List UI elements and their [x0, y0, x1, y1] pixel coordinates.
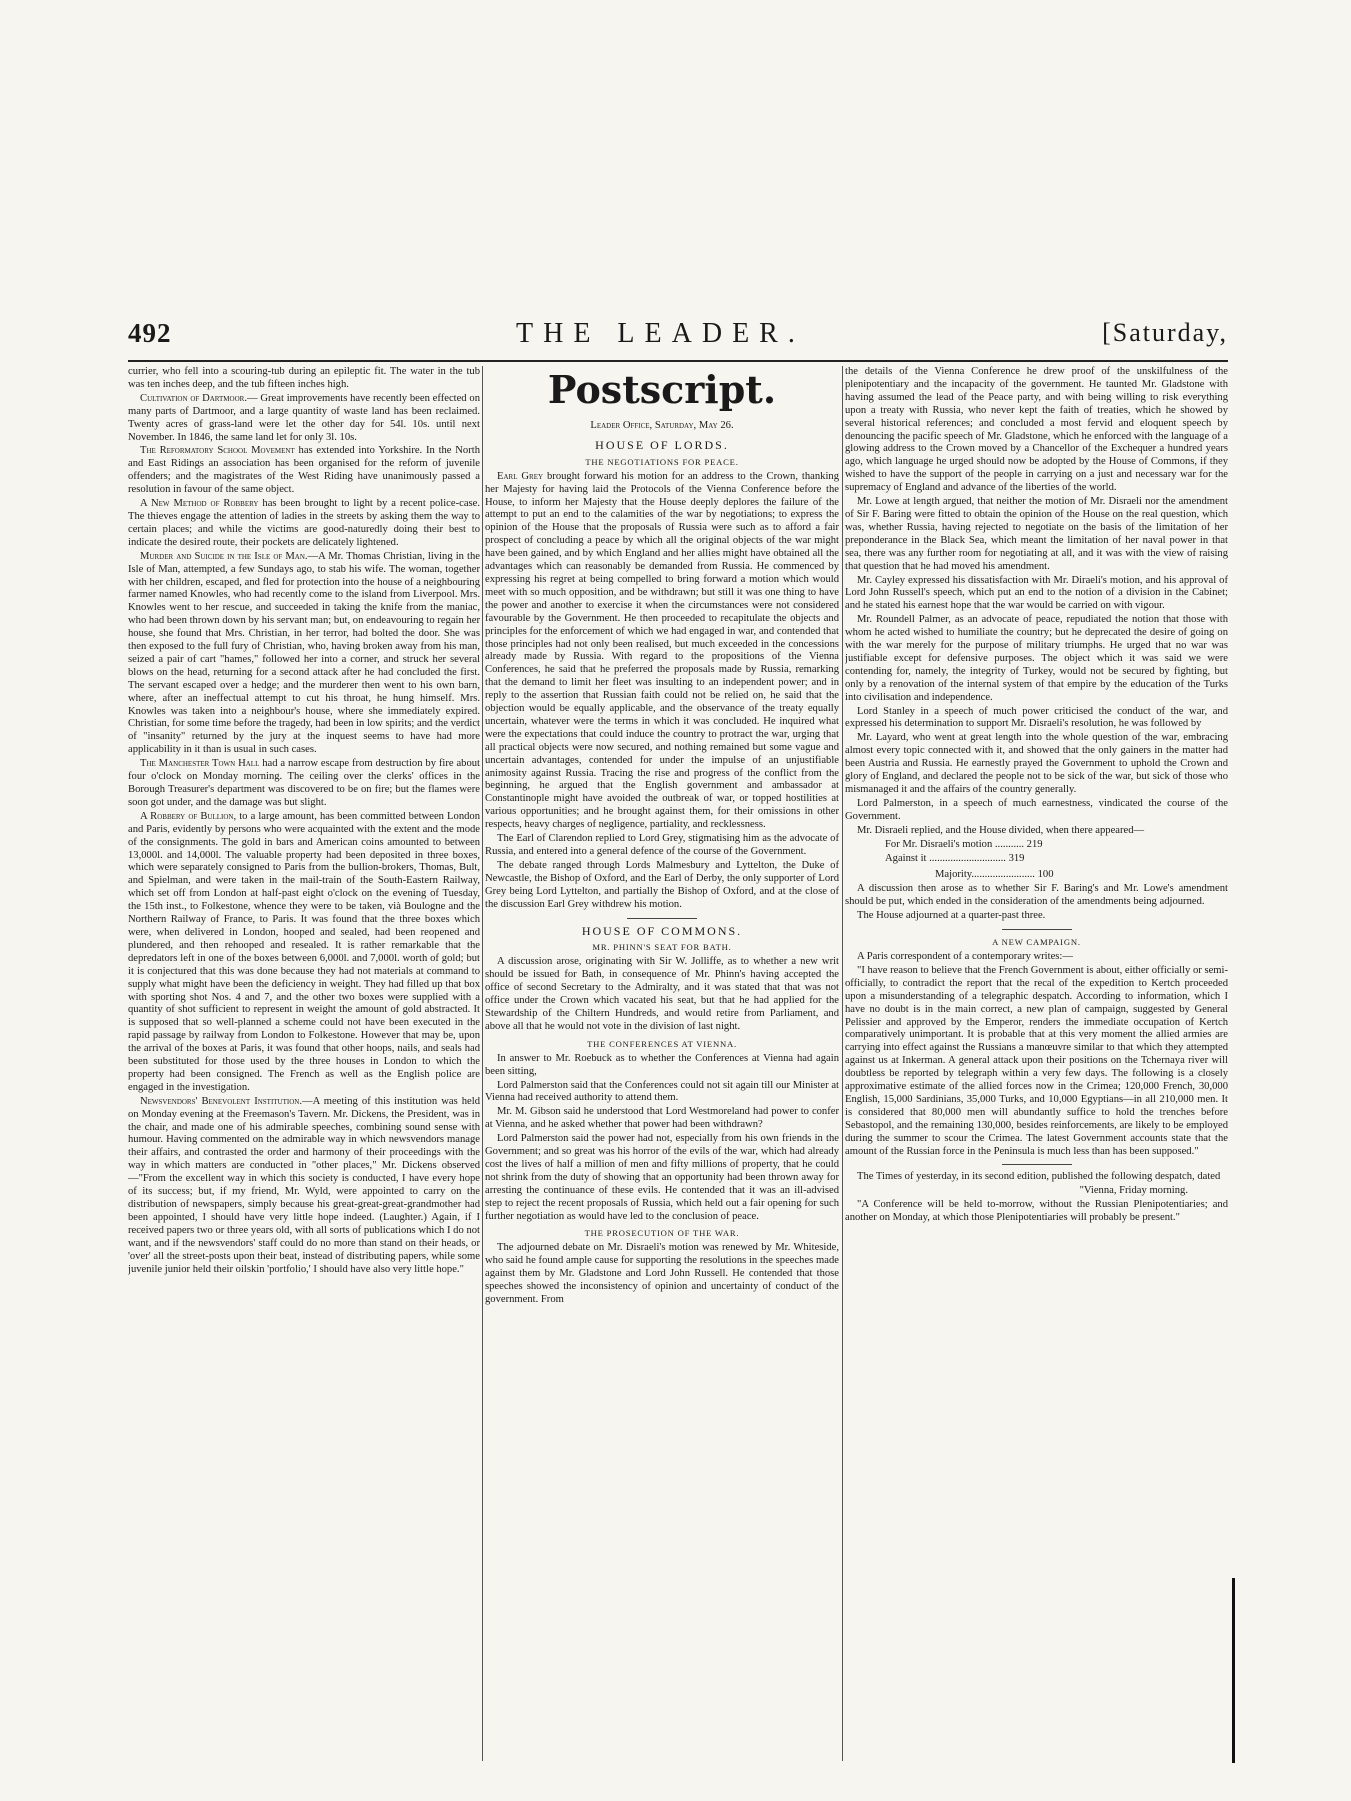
section-heading-lords: HOUSE OF LORDS. — [595, 437, 729, 452]
dateline: Leader Office, Saturday, May 26. — [590, 420, 734, 431]
section-rule — [1002, 929, 1072, 930]
article-body: has extended into Yorkshire. In the North and East Ridings an association has been organised for the reform of juvenile offenders; and the magistrates of the West Riding have unanimously passed a resolution in favour of the same object. — [128, 445, 480, 496]
campaign-quote: "I have reason to believe that the French Government is about, either officially or semi-officially, to contradict the report that the recal of the expedition to Kertch proceeded upon a misunderstanding of a telegraphic despatch. According to information, which I have no doubt is in the main correct, a new plan of campaign, suggested by General Pelissier and approved by the Emperor, renders the immediate occupation of Kertch comparatively unimportant. It is probable that at this very moment the allied armies are carrying into effect against the Russians a manœuvre similar to that which they attempted against us at Inkerman. A general attack upon their positions on the Tchernaya river will doubtless be reported by telegraph within a very few days. The following is a closely approximative estimate of the allied forces now in the Crimea; 120,000 French, 30,000 English, 15,000 Sardinians, 35,000 Turks, and 10,000 Egyptians—in all 210,000 men. It is considered that 80,000 men will abundantly suffice to hold the trenches before Sebastopol, and the remaining 130,000, besides reinforcements, are likely to be employed during the summer to scour the Crimea. The latest Government accounts state that the amount of the Russian force in the Peninsula is much less than has been supposed." — [845, 964, 1228, 1157]
article-body: —A meeting of this institution was held on Monday evening at the Freemason's Tavern. Mr. Dickens, the President, was in the chair, and made one of his admirable speeches, combining sound sense with humour. Having commented on the admirable way in which newsvendors manage their affairs, and contrasted the order and harmony of their proceedings with the way in which matters are conducted in "other places," Mr. Dickens observed—"From the excellent way in which this society is conducted, I have every hope of its success; but, if my friend, Mr. Wyld, were appointed to carry on the distribution of newspapers, simply because his great-great-great-grandmother had been appointed, I should have very little hope indeed. (Laughter.) Again, if I received papers two or three years old, with all sorts of publications which I do not want, and if the newsvendors' staff could do no more than stand on their heads, or 'over' all the street-posts upon their beat, instead of distributing papers, while some juvenile junior held their oilskin 'portfolio,' I should have also very little hope." — [128, 1095, 480, 1275]
article-body: — Great improvements have recently been effected on many parts of Dartmoor, and a large quantity of waste land has been reclaimed. Twenty acres of grass-land were let the other day for 54l. 10s. until next November. In 1846, the same land let for only 3l. 10s. — [128, 392, 480, 443]
times-paragraph: The Times of yesterday, in its second edition, published the following despatch, dated — [857, 1171, 1221, 1183]
section-heading-commons: HOUSE OF COMMONS. — [581, 923, 743, 938]
debate-paragraph: A discussion then arose as to whether Sir F. Baring's and Mr. Lowe's amendment should be put, which ended in the consideration of the amendments being adjourned. — [845, 883, 1228, 908]
article-heading: Cultivation of Dartmoor. — [140, 392, 247, 404]
article-heading: The Manchester Town Hall — [140, 758, 260, 770]
section-rule — [627, 918, 697, 919]
margin-bar — [1232, 1578, 1235, 1763]
vote-majority: Majority........................ 100 — [935, 869, 1054, 881]
article-robbery-bullion — [128, 811, 480, 1095]
debate-paragraph: Mr. Cayley expressed his dissatisfaction with Mr. Diraeli's motion, and his approval of Lord John Russell's speech, which put an end to the notion of a division in the Cabinet; and he stated his earnest hope that the war would be carried on with vigour. — [845, 574, 1228, 612]
newspaper-title: THE LEADER. — [516, 318, 805, 349]
commons-paragraph: In answer to Mr. Roebuck as to whether the Conferences at Vienna had again been sitting, — [485, 1052, 839, 1077]
debate-paragraph: The House adjourned at a quarter-past three. — [857, 910, 1046, 922]
debate-paragraph: the details of the Vienna Conference he drew proof of the unskilfulness of the plenipotentiary and the incapacity of the government. He taunted Mr. Gladstone with having assumed the lead of the Peace party, and with being willing to risk everything upon a treaty with Russia, who never kept the faith of treaties, which he showed by several historical references; and concluded a most fervid and eloquent speech by denouncing the pacific speech of Mr. Gladstone, which he enforced with the language of a glowing address to the Crown moved by a Chancellor of the Exchequer a hundred years ago, which language he urged should now be adopted by the House of Commons, if they wished to have the support of the people in carrying on a just and necessary war for the supremacy of England and advance of the liberties of the world. — [845, 366, 1228, 494]
article-paragraph: currier, who fell into a scouring-tub during an epileptic fit. The water in the tub was ten inches deep, and the tub fifteen inches high. — [128, 366, 480, 390]
article-murder-suicide — [128, 551, 480, 758]
article-heading: A Robbery of Bullion, — [140, 810, 237, 822]
commons-paragraph: A discussion arose, originating with Sir W. Jolliffe, as to whether a new writ should be issued for Bath, in consequence of Mr. Phinn's having accepted the office of second Secretary to the Admiralty, and it was stated that that was not office under the Crown which vacated his seat, but that he had applied for the Stewardship of the Chiltern Hundreds, and would retire from Parliament, and above all that he would not vote in the division of last night. — [485, 956, 839, 1032]
article-manchester-town-hall — [128, 758, 480, 810]
article-cultivation-dartmoor — [128, 393, 480, 445]
debate-paragraph: Mr. Layard, who went at great length into the whole question of the war, embracing almost every topic connected with it, and showed that the only gainers in the matter had been Austria and Russia. He earnestly prayed the Government to uphold the Crown and glory of England, and declared the people not to be sick of the war, but sick of those who mismanaged it and the affairs of the country generally. — [845, 732, 1228, 795]
article-body: to a large amount, has been committed between London and Paris, evidently by persons who were acquainted with the extent and the mode of the consignments. The gold in bars and American coins amounted to between 13,000l. and 14,000l. The valuable property had been deposited in three boxes, which were separately consigned to Paris from the bullion-brokers, Thomas, Bult, and Spielman, and were taken in the mail-train of the South-Eastern Railway, which set off from London at half-past eight o'clock on the evening of Tuesday, the 15th inst., to Folkestone, whence they were to be taken, vià Boulogne and the Northern Railway of France, to Paris. It was found that the three boxes which were, when delivered in London, hooped and sealed, had been reopened and plundered, and then rehooped and resealed. It is rather remarkable that the depredators left in one of the boxes between 6,000l. and 7,000l. worth of gold; but it is conjectured that this was done because they had not materials at command to supply what might have been the deficiency in weight. They had filled up that box with sporting shot Nos. 4 and 7, and the other two boxes were supplied with a quantity of shot sufficient to represent in weight the amount of gold abstracted. It is supposed that so well-planned a scheme could not have been executed in the rapid passage by railway from London to Folkestone. However that may be, upon the arrival of the boxes at Paris, it was found that other hoops, nails, and seals had been substituted for those used by the three houses in London to which the property had been consigned. The French as well as the English police are engaged in the investigation. — [128, 810, 480, 1093]
article-new-method-robbery — [128, 498, 480, 550]
debate-paragraph: Mr. Disraeli replied, and the House divided, when there appeared— — [857, 824, 1145, 836]
article-newsvendors — [128, 1096, 480, 1277]
article-body: brought forward his motion for an address to the Crown, thanking her Majesty for having laid the Protocols of the Vienna Conference before the House, to inform her Majesty that the House deeply deplores the failure of the attempt to put an end to the calamities of the war by negotiations; to express the opinion of the House that the proposals of Russia were such as to afford a fair prospect of concluding a peace by which all the original objects of the war might have been gained, and by which England and her allies might have obtained all the advantages which can reasonably be demanded from Russia. He commenced by expressing his regret at being compelled to bring forward a motion which would meet with so much opposition, and be withdrawn; but still it was one thing to have the power and another to exercise it when the circumstances were not considered favourable by the Government. He then proceeded to recapitulate the objects and principles for the enforcement of which we had engaged in war, and contended that those principles had not only been realised, but much exceeded in the concessions already made by Russia. With regard to the propositions of the Vienna Conferences, he said that he preferred the proposals made by Russia, remarking that the demand to limit her fleet was insulting to an independent power; and in reply to the assertion that Russian faith could not be relied on, he said that the objection would be equally applicable, and the observance of the treaty equally uncertain, whatever were the terms in which it was concluded. He inquired what were the expectations that could induce the country to protract the war, urging that all practical objects were now secured, and nothing remained but some vague and uncertain advantages, contended for under the impulse of an unjustifiable animosity against Russia. Tracing the rise and progress of the conflict from the beginning, he argued that the English government and ambassador at Constantinople might have avoided the outbreak of war, or topped hostilities at various opportunities; and he brought against them, for their omissions in other respects, heavy charges of negligence, partiality, and recklessness. — [485, 470, 839, 831]
postscript-heading: Postscript. — [547, 367, 777, 412]
lords-paragraph: The Earl of Clarendon replied to Lord Grey, stigmatising him as the advocate of Russia, and entered into a general defence of the course of the Government. — [485, 833, 839, 857]
debate-paragraph: Lord Stanley in a speech of much power criticised the conduct of the war, and expressed his determination to support Mr. Disraeli's resolution, he was followed by — [845, 705, 1228, 730]
article-body: —A Mr. Thomas Christian, living in the Isle of Man, attempted, a few Sundays ago, to stab his wife. The woman, together with her children, escaped, and fled for protection into the house of a neighbouring farmer named Knowles, who had recently come to the island from Liverpool. Mrs. Knowles went to her rescue, and succeeded in taking the knife from the maniac, who had been thrown down by his servant man; but, on endeavouring to regain her house, she found that Mrs. Christian, in her terror, had bolted the door. She was then exposed to the full fury of Christian, who, having broken away from his man, seized a pair of cart "hames," followed her into a corner, and struck her several blows on the head, returning for a second attack after he had concluded the first. The servant escaped over a hedge; and the murderer then went to his own barn, where, after an ineffectual attempt to cut his throat, he hung himself. Mrs. Knowles was taken into a neighbour's house, where she immediately expired. Christian, for some time before the tragedy, had been in low spirits; and the verdict of "insanity" returned by the jury at the inquest seems to have had more applicability in it than is usual in such cases. — [128, 550, 480, 756]
header-rule — [128, 360, 1228, 362]
debate-paragraph: Mr. Roundell Palmer, as an advocate of peace, repudiated the notion that those with whom he acted wished to humiliate the country; but he deprecated the desire of going on with the war merely for the purpose of military triumphs. He urged that no war was justifiable except for defensive purposes. The object which it was said we were contending for, namely, the integrity of Turkey, would not be secured by fighting, but only by a renovation of the internal system of that empire by the education of the Turks into civilisation and independence. — [845, 614, 1228, 703]
despatch-text: "A Conference will be held to-morrow, without the Russian Plenipotentiaries; and another on Monday, at which those Plenipotentiaries will probably be present." — [845, 1199, 1228, 1224]
article-heading: Newsvendors' Benevolent Institution. — [140, 1095, 302, 1107]
column-divider — [842, 366, 843, 1761]
commons-paragraph: Lord Palmerston said the power had not, especially from his own friends in the Government; and so great was his horror of the evils of the war, which had already cost the lives of half a million of men and fifty millions of property, that he could not shrink from the duty of showing that an opportunity had been thrown away for arresting the continuance of these evils. He contended that it was an ill-advised step to reject the recent proposals of Russia, which held out a fair opening for such further negotiation as would have led to the conclusion of peace. — [485, 1133, 839, 1222]
day-label: [Saturday, — [1102, 318, 1228, 347]
despatch-dateline: "Vienna, Friday morning. — [1079, 1185, 1188, 1197]
vote-line-against: Against it ............................. 319 — [885, 852, 1025, 864]
commons-paragraph: Lord Palmerston said that the Conferences could not sit again till our Minister at Vienna had received authority to attend them. — [485, 1079, 839, 1104]
column-left — [128, 366, 480, 1761]
lords-paragraph: The debate ranged through Lords Malmesbury and Lyttelton, the Duke of Newcastle, the Bishop of Oxford, and the Earl of Derby, the only supporter of Lord Grey being Lord Lyttelton, and partially the Bishop of Oxford, and at the close of the discussion Earl Grey withdrew his motion. — [485, 859, 839, 910]
subheading-new-campaign: A NEW CAMPAIGN. — [992, 937, 1081, 948]
column-divider — [482, 366, 483, 1761]
commons-paragraph: The adjourned debate on Mr. Disraeli's motion was renewed by Mr. Whiteside, who said he found ample cause for supporting the resolutions in the speeches made against them by Mr. Gladstone and Lord John Russell. He contended that those speeches showed the inconsistency of opinion and uncertainty of conduct of the government. From — [485, 1242, 839, 1305]
campaign-paragraph: A Paris correspondent of a contemporary writes:— — [857, 950, 1073, 962]
subheading-vienna: THE CONFERENCES AT VIENNA. — [587, 1038, 737, 1049]
column-right — [845, 366, 1228, 1761]
article-heading: A New Method of Robbery — [140, 498, 259, 510]
masthead — [128, 318, 1228, 358]
article-body: had a narrow escape from destruction by fire about four o'clock on Monday morning. The ceiling over the clerks' offices in the Borough Treasurer's department was discovered to be on fire; but the flames were soon got under, and the damage was but slight. — [128, 758, 480, 808]
section-rule — [1002, 1164, 1072, 1165]
article-reformatory-school — [128, 445, 480, 497]
lords-paragraph — [485, 471, 839, 832]
speaker-name: Earl Grey — [497, 470, 544, 482]
subheading-phinn: MR. PHINN'S SEAT FOR BATH. — [592, 942, 732, 953]
commons-paragraph: Mr. M. Gibson said he understood that Lord Westmoreland had power to confer at Vienna, and he asked whether that power had been withdrawn? — [485, 1106, 839, 1131]
page-number: 492 — [128, 318, 172, 348]
vote-line-for: For Mr. Disraeli's motion ........... 219 — [885, 838, 1043, 850]
article-heading: Murder and Suicide in the Isle of Man. — [140, 550, 308, 562]
article-body: has been brought to light by a recent police-case. The thieves engage the attention of ladies in the streets by asking them the way to certain places; and while the victims are good-naturedly doing their best to indicate the desired route, their pockets are delicately lightened. — [128, 498, 480, 548]
debate-paragraph: Mr. Lowe at length argued, that neither the motion of Mr. Disraeli nor the amendment of Sir F. Baring were fitted to obtain the opinion of the House on the real question, which was, whether Russia, having rejected to negotiate on the basis of the limitation of her preponderance in the Black Sea, which meant the limitation of her naval power in that sea, there was any further room for negotiating at all, and it was with the view of raising that question that he had moved his amendment. — [845, 496, 1228, 572]
subheading-negotiations: THE NEGOTIATIONS FOR PEACE. — [585, 456, 739, 467]
column-middle — [485, 366, 839, 1761]
subheading-prosecution: THE PROSECUTION OF THE WAR. — [584, 1228, 740, 1239]
article-heading: The Reformatory School Movement — [140, 445, 295, 457]
debate-paragraph: Lord Palmerston, in a speech of much earnestness, vindicated the course of the Government. — [845, 797, 1228, 822]
